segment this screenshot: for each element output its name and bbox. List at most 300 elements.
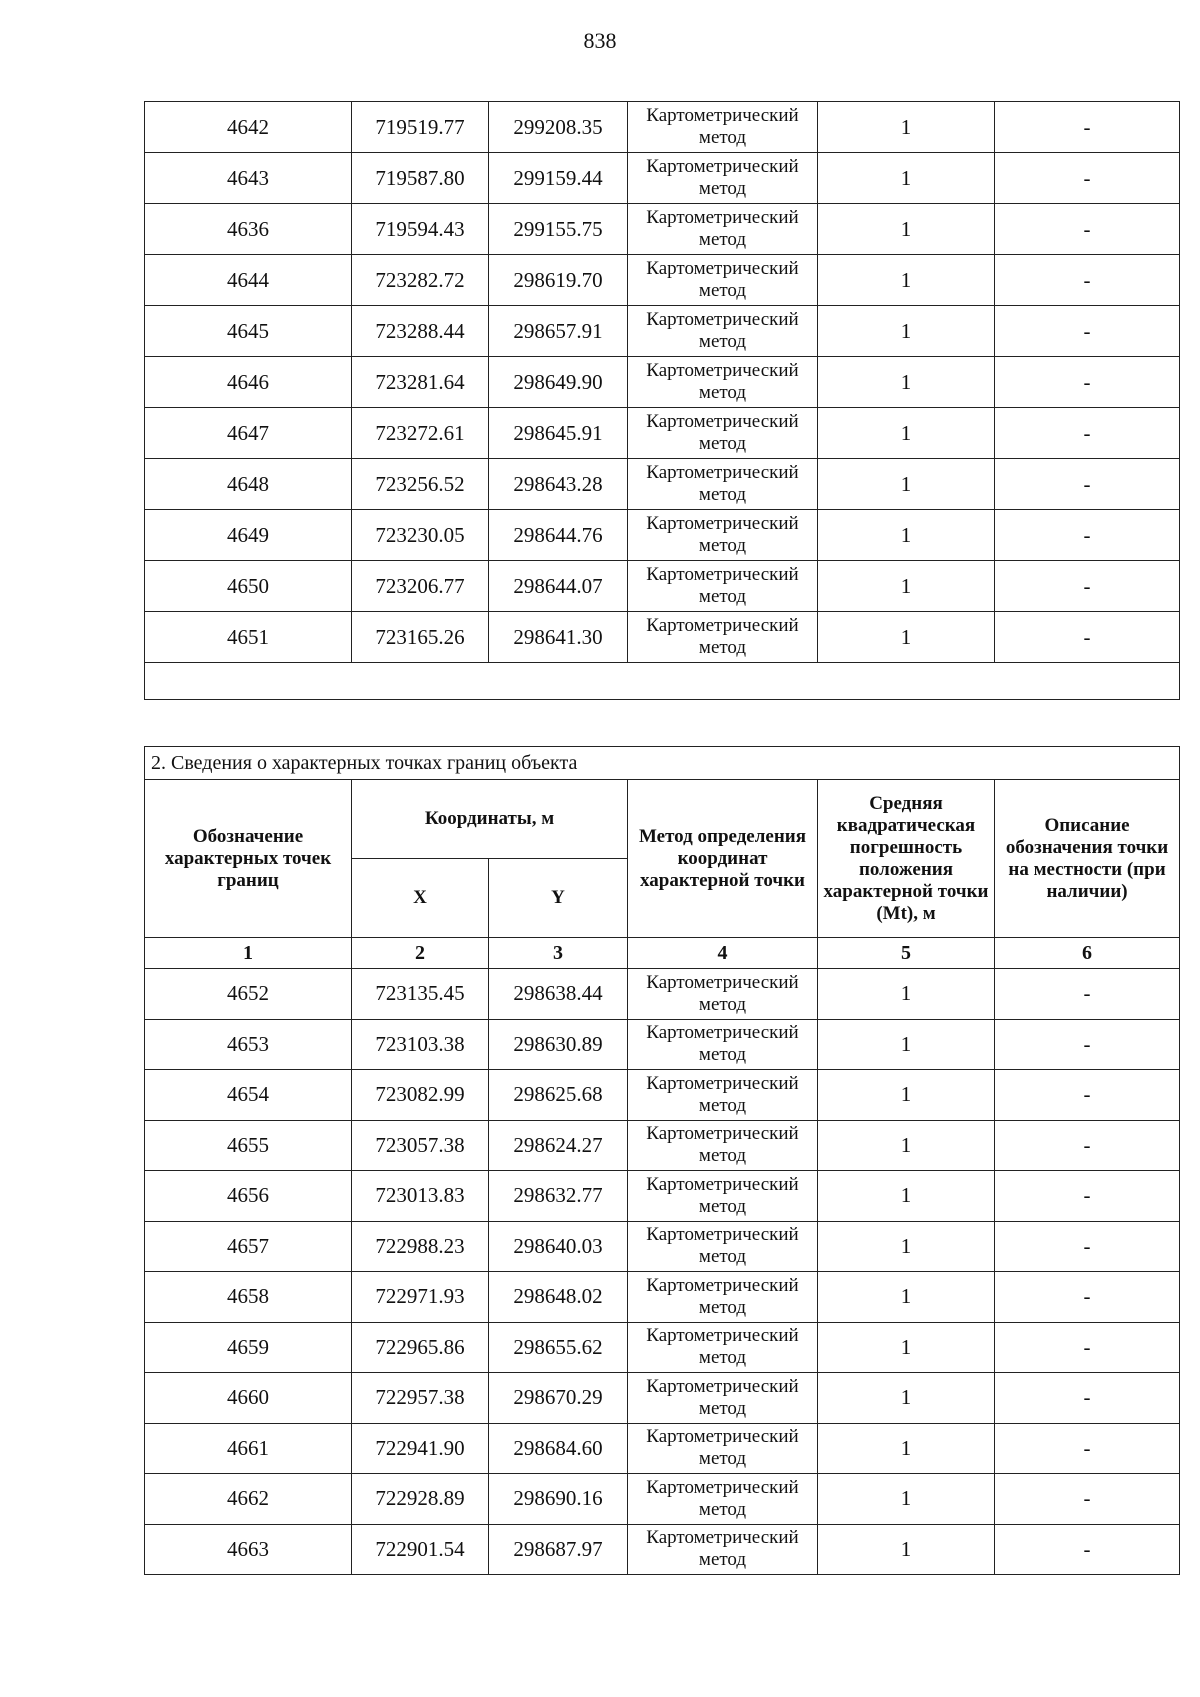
method-cell xyxy=(628,1322,818,1373)
mean-error-cell xyxy=(818,510,995,561)
table-row xyxy=(145,1120,1180,1171)
method-cell xyxy=(628,1272,818,1323)
mean-error-cell-text: 1 xyxy=(900,216,912,241)
description-cell xyxy=(995,1423,1180,1474)
mean-error-cell xyxy=(818,1373,995,1424)
method-cell-text: Картометрический xyxy=(646,1426,799,1448)
table-row xyxy=(145,510,1180,561)
y-coordinate-cell-text: 298670.29 xyxy=(513,1385,603,1410)
x-coordinate-cell xyxy=(352,204,489,255)
mean-error-cell-text: 1 xyxy=(900,624,912,649)
method-cell-text: метод xyxy=(698,993,747,1015)
description-cell-text: - xyxy=(1083,420,1091,445)
method-cell-text: Картометрический xyxy=(646,1224,799,1246)
x-coordinate-cell xyxy=(352,969,489,1020)
x-coordinate-cell xyxy=(352,255,489,306)
mean-error-cell-text: 1 xyxy=(900,1385,912,1410)
method-cell-text: Картометрический xyxy=(646,1476,799,1498)
description-cell xyxy=(995,153,1180,204)
method-cell xyxy=(628,1474,818,1525)
point-id-cell xyxy=(145,612,352,663)
table-row xyxy=(145,408,1180,459)
x-coordinate-cell xyxy=(352,153,489,204)
y-coordinate-cell xyxy=(489,255,628,306)
method-cell-text: метод xyxy=(698,1195,747,1217)
method-cell-text: Картометрический xyxy=(646,564,799,585)
y-coordinate-cell xyxy=(489,1171,628,1222)
x-coordinate-cell xyxy=(352,102,489,153)
method-cell-text: Картометрический xyxy=(646,462,799,483)
description-cell-text: - xyxy=(1083,216,1091,241)
description-cell-text: - xyxy=(1083,114,1091,139)
method-cell xyxy=(628,459,818,510)
point-id-cell xyxy=(145,1474,352,1525)
method-cell xyxy=(628,1373,818,1424)
point-id-cell-text: 4648 xyxy=(227,471,269,496)
description-cell-text: - xyxy=(1083,165,1091,190)
description-cell-text: - xyxy=(1083,471,1091,496)
x-coordinate-cell xyxy=(352,357,489,408)
description-cell xyxy=(995,1272,1180,1323)
mean-error-cell-text: 1 xyxy=(900,318,912,343)
method-cell-text: метод xyxy=(698,637,747,658)
method-cell-text: метод xyxy=(698,1296,747,1318)
method-cell-text: Картометрический xyxy=(646,1325,799,1347)
header-point-designation: Обозначение характерных точек границ xyxy=(145,780,352,938)
description-cell xyxy=(995,408,1180,459)
top-table-body xyxy=(145,102,1180,700)
table-row xyxy=(145,255,1180,306)
mean-error-cell xyxy=(818,306,995,357)
point-id-cell-text: 4649 xyxy=(227,522,269,547)
point-id-cell-text: 4636 xyxy=(227,216,269,241)
header-method: Метод определения координат характерной точки xyxy=(628,780,818,938)
mean-error-cell-text: 1 xyxy=(900,165,912,190)
mean-error-cell-text: 1 xyxy=(900,1082,912,1107)
description-cell xyxy=(995,969,1180,1020)
column-number: 6 xyxy=(995,938,1180,969)
point-id-cell-text: 4654 xyxy=(227,1082,269,1107)
x-coordinate-cell xyxy=(352,1070,489,1121)
point-id-cell xyxy=(145,1171,352,1222)
table-row xyxy=(145,1070,1180,1121)
mean-error-cell xyxy=(818,1221,995,1272)
y-coordinate-cell xyxy=(489,1524,628,1575)
mean-error-cell xyxy=(818,1322,995,1373)
y-coordinate-cell-text: 298643.28 xyxy=(513,471,603,496)
mean-error-cell xyxy=(818,1070,995,1121)
method-cell-text: Картометрический xyxy=(646,411,799,432)
method-cell xyxy=(628,1019,818,1070)
table-row xyxy=(145,1019,1180,1070)
point-id-cell xyxy=(145,510,352,561)
point-id-cell xyxy=(145,408,352,459)
x-coordinate-cell-text: 722971.93 xyxy=(375,1284,465,1309)
method-cell-text: метод xyxy=(698,1498,747,1520)
x-coordinate-cell xyxy=(352,510,489,561)
x-coordinate-cell-text: 722901.54 xyxy=(375,1536,465,1561)
description-cell-text: - xyxy=(1083,573,1091,598)
method-cell-text: Картометрический xyxy=(646,105,799,126)
y-coordinate-cell-text: 298690.16 xyxy=(513,1486,603,1511)
method-cell xyxy=(628,561,818,612)
x-coordinate-cell-text: 723206.77 xyxy=(375,573,465,598)
point-id-cell xyxy=(145,1423,352,1474)
method-cell-text: Картометрический xyxy=(646,156,799,177)
empty-cell xyxy=(145,663,1180,700)
description-cell xyxy=(995,306,1180,357)
mean-error-cell-text: 1 xyxy=(900,1233,912,1258)
y-coordinate-cell xyxy=(489,1373,628,1424)
table-row xyxy=(145,561,1180,612)
method-cell xyxy=(628,102,818,153)
mean-error-cell xyxy=(818,969,995,1020)
point-id-cell xyxy=(145,1524,352,1575)
method-cell-text: Картометрический xyxy=(646,971,799,993)
point-id-cell xyxy=(145,102,352,153)
description-cell xyxy=(995,510,1180,561)
mean-error-cell xyxy=(818,561,995,612)
table-caption: 2. Сведения о характерных точках границ объекта xyxy=(145,747,1180,780)
mean-error-cell xyxy=(818,204,995,255)
method-cell-text: метод xyxy=(698,382,747,403)
description-cell-text: - xyxy=(1083,624,1091,649)
y-coordinate-cell-text: 298644.07 xyxy=(513,573,603,598)
y-coordinate-cell-text: 298625.68 xyxy=(513,1082,603,1107)
method-cell xyxy=(628,153,818,204)
x-coordinate-cell xyxy=(352,408,489,459)
method-cell-text: метод xyxy=(698,535,747,556)
method-cell-text: Картометрический xyxy=(646,1173,799,1195)
y-coordinate-cell-text: 298655.62 xyxy=(513,1334,603,1359)
description-cell xyxy=(995,1373,1180,1424)
bottom-table-body xyxy=(145,969,1180,1575)
mean-error-cell xyxy=(818,102,995,153)
x-coordinate-cell xyxy=(352,1171,489,1222)
mean-error-cell xyxy=(818,459,995,510)
y-coordinate-cell-text: 299159.44 xyxy=(513,165,603,190)
method-cell-text: метод xyxy=(698,1397,747,1419)
description-cell-text: - xyxy=(1083,267,1091,292)
column-number: 2 xyxy=(352,938,489,969)
method-cell xyxy=(628,408,818,459)
description-cell xyxy=(995,1221,1180,1272)
y-coordinate-cell-text: 298630.89 xyxy=(513,1031,603,1056)
table-row xyxy=(145,969,1180,1020)
point-id-cell-text: 4645 xyxy=(227,318,269,343)
column-number: 5 xyxy=(818,938,995,969)
description-cell-text: - xyxy=(1083,1486,1091,1511)
method-cell-text: Картометрический xyxy=(646,1072,799,1094)
column-number: 3 xyxy=(489,938,628,969)
table-row xyxy=(145,153,1180,204)
x-coordinate-cell-text: 722941.90 xyxy=(375,1435,465,1460)
method-cell-text: Картометрический xyxy=(646,513,799,534)
mean-error-cell-text: 1 xyxy=(900,114,912,139)
table-row xyxy=(145,1474,1180,1525)
mean-error-cell xyxy=(818,255,995,306)
point-id-cell-text: 4652 xyxy=(227,981,269,1006)
description-cell-text: - xyxy=(1083,369,1091,394)
method-cell-text: метод xyxy=(698,331,747,352)
column-number: 1 xyxy=(145,938,352,969)
point-id-cell xyxy=(145,1070,352,1121)
description-cell-text: - xyxy=(1083,318,1091,343)
description-cell-text: - xyxy=(1083,1284,1091,1309)
point-id-cell-text: 4651 xyxy=(227,624,269,649)
x-coordinate-cell xyxy=(352,459,489,510)
y-coordinate-cell xyxy=(489,1272,628,1323)
column-number: 4 xyxy=(628,938,818,969)
x-coordinate-cell-text: 723230.05 xyxy=(375,522,465,547)
page-number: 838 xyxy=(583,28,617,53)
point-id-cell xyxy=(145,459,352,510)
y-coordinate-cell xyxy=(489,969,628,1020)
x-coordinate-cell-text: 722928.89 xyxy=(375,1486,465,1511)
point-id-cell xyxy=(145,1221,352,1272)
mean-error-cell-text: 1 xyxy=(900,1334,912,1359)
mean-error-cell xyxy=(818,1272,995,1323)
coordinates-table-continued xyxy=(144,101,1180,700)
header-y: Y xyxy=(489,859,628,938)
point-id-cell-text: 4661 xyxy=(227,1435,269,1460)
mean-error-cell-text: 1 xyxy=(900,1536,912,1561)
header-coordinates: Координаты, м xyxy=(352,780,628,859)
description-cell xyxy=(995,459,1180,510)
table-row xyxy=(145,1524,1180,1575)
description-cell xyxy=(995,1474,1180,1525)
mean-error-cell xyxy=(818,1423,995,1474)
y-coordinate-cell xyxy=(489,102,628,153)
x-coordinate-cell-text: 723057.38 xyxy=(375,1132,465,1157)
table-row xyxy=(145,102,1180,153)
point-id-cell-text: 4646 xyxy=(227,369,269,394)
y-coordinate-cell xyxy=(489,408,628,459)
method-cell-text: Картометрический xyxy=(646,615,799,636)
mean-error-cell-text: 1 xyxy=(900,369,912,394)
mean-error-cell-text: 1 xyxy=(900,1284,912,1309)
method-cell xyxy=(628,1221,818,1272)
point-id-cell-text: 4662 xyxy=(227,1486,269,1511)
y-coordinate-cell xyxy=(489,459,628,510)
description-cell xyxy=(995,1019,1180,1070)
mean-error-cell-text: 1 xyxy=(900,471,912,496)
y-coordinate-cell xyxy=(489,1423,628,1474)
x-coordinate-cell xyxy=(352,612,489,663)
method-cell xyxy=(628,255,818,306)
x-coordinate-cell xyxy=(352,561,489,612)
point-id-cell xyxy=(145,1322,352,1373)
mean-error-cell xyxy=(818,153,995,204)
point-id-cell-text: 4650 xyxy=(227,573,269,598)
point-id-cell-text: 4655 xyxy=(227,1132,269,1157)
description-cell-text: - xyxy=(1083,1082,1091,1107)
x-coordinate-cell-text: 723281.64 xyxy=(375,369,465,394)
description-cell xyxy=(995,1070,1180,1121)
point-id-cell-text: 4642 xyxy=(227,114,269,139)
y-coordinate-cell xyxy=(489,153,628,204)
y-coordinate-cell-text: 298648.02 xyxy=(513,1284,603,1309)
y-coordinate-cell xyxy=(489,612,628,663)
method-cell xyxy=(628,969,818,1020)
mean-error-cell-text: 1 xyxy=(900,1435,912,1460)
mean-error-cell-text: 1 xyxy=(900,1031,912,1056)
method-cell-text: метод xyxy=(698,1347,747,1369)
y-coordinate-cell-text: 298687.97 xyxy=(513,1536,603,1561)
point-id-cell-text: 4660 xyxy=(227,1385,269,1410)
method-cell xyxy=(628,510,818,561)
method-cell xyxy=(628,612,818,663)
method-cell xyxy=(628,1120,818,1171)
method-cell-text: метод xyxy=(698,1448,747,1470)
y-coordinate-cell-text: 298619.70 xyxy=(513,267,603,292)
description-cell-text: - xyxy=(1083,1385,1091,1410)
x-coordinate-cell-text: 723256.52 xyxy=(375,471,465,496)
y-coordinate-cell-text: 298624.27 xyxy=(513,1132,603,1157)
method-cell-text: метод xyxy=(698,484,747,505)
table-row xyxy=(145,1171,1180,1222)
point-id-cell-text: 4659 xyxy=(227,1334,269,1359)
y-coordinate-cell xyxy=(489,1019,628,1070)
point-id-cell-text: 4657 xyxy=(227,1233,269,1258)
y-coordinate-cell-text: 298657.91 xyxy=(513,318,603,343)
mean-error-cell-text: 1 xyxy=(900,522,912,547)
method-cell-text: метод xyxy=(698,586,747,607)
table-row xyxy=(145,459,1180,510)
method-cell-text: метод xyxy=(698,1094,747,1116)
method-cell-text: метод xyxy=(698,178,747,199)
method-cell xyxy=(628,357,818,408)
point-id-cell-text: 4656 xyxy=(227,1183,269,1208)
x-coordinate-cell-text: 723165.26 xyxy=(375,624,465,649)
point-id-cell-text: 4663 xyxy=(227,1536,269,1561)
table-row xyxy=(145,1322,1180,1373)
y-coordinate-cell xyxy=(489,1070,628,1121)
x-coordinate-cell-text: 723272.61 xyxy=(375,420,465,445)
mean-error-cell xyxy=(818,357,995,408)
mean-error-cell xyxy=(818,1120,995,1171)
y-coordinate-cell xyxy=(489,1474,628,1525)
header-mean-error: Средняя квадратическая погрешность положения характерной точки (Mt), м xyxy=(818,780,995,938)
method-cell-text: метод xyxy=(698,1044,747,1066)
method-cell-text: Картометрический xyxy=(646,360,799,381)
description-cell xyxy=(995,204,1180,255)
description-cell xyxy=(995,1171,1180,1222)
y-coordinate-cell xyxy=(489,204,628,255)
point-id-cell xyxy=(145,153,352,204)
mean-error-cell xyxy=(818,1171,995,1222)
method-cell-text: Картометрический xyxy=(646,1375,799,1397)
method-cell xyxy=(628,1423,818,1474)
y-coordinate-cell-text: 298632.77 xyxy=(513,1183,603,1208)
point-id-cell xyxy=(145,255,352,306)
mean-error-cell-text: 1 xyxy=(900,573,912,598)
method-cell-text: метод xyxy=(698,433,747,454)
x-coordinate-cell-text: 723282.72 xyxy=(375,267,465,292)
method-cell-text: метод xyxy=(698,127,747,148)
boundary-points-table xyxy=(144,746,1180,1575)
y-coordinate-cell xyxy=(489,357,628,408)
y-coordinate-cell xyxy=(489,510,628,561)
method-cell-text: метод xyxy=(698,1246,747,1268)
mean-error-cell-text: 1 xyxy=(900,1486,912,1511)
mean-error-cell-text: 1 xyxy=(900,267,912,292)
method-cell xyxy=(628,1070,818,1121)
x-coordinate-cell-text: 719587.80 xyxy=(375,165,465,190)
y-coordinate-cell-text: 298640.03 xyxy=(513,1233,603,1258)
method-cell-text: Картометрический xyxy=(646,309,799,330)
point-id-cell-text: 4653 xyxy=(227,1031,269,1056)
method-cell-text: Картометрический xyxy=(646,1022,799,1044)
method-cell-text: метод xyxy=(698,1549,747,1571)
table-row xyxy=(145,357,1180,408)
header-x: X xyxy=(352,859,489,938)
description-cell-text: - xyxy=(1083,1435,1091,1460)
mean-error-cell-text: 1 xyxy=(900,420,912,445)
x-coordinate-cell-text: 723082.99 xyxy=(375,1082,465,1107)
mean-error-cell-text: 1 xyxy=(900,1132,912,1157)
point-id-cell xyxy=(145,1120,352,1171)
description-cell xyxy=(995,357,1180,408)
y-coordinate-cell-text: 298638.44 xyxy=(513,981,603,1006)
description-cell-text: - xyxy=(1083,1132,1091,1157)
x-coordinate-cell xyxy=(352,306,489,357)
method-cell xyxy=(628,306,818,357)
x-coordinate-cell-text: 722988.23 xyxy=(375,1233,465,1258)
method-cell-text: метод xyxy=(698,280,747,301)
description-cell-text: - xyxy=(1083,1536,1091,1561)
x-coordinate-cell xyxy=(352,1120,489,1171)
method-cell-text: метод xyxy=(698,229,747,250)
empty-row xyxy=(145,663,1180,700)
x-coordinate-cell xyxy=(352,1474,489,1525)
description-cell xyxy=(995,561,1180,612)
y-coordinate-cell-text: 299208.35 xyxy=(513,114,603,139)
description-cell-text: - xyxy=(1083,1183,1091,1208)
x-coordinate-cell xyxy=(352,1524,489,1575)
x-coordinate-cell-text: 723288.44 xyxy=(375,318,465,343)
y-coordinate-cell xyxy=(489,306,628,357)
point-id-cell-text: 4643 xyxy=(227,165,269,190)
x-coordinate-cell xyxy=(352,1322,489,1373)
y-coordinate-cell xyxy=(489,1221,628,1272)
point-id-cell xyxy=(145,306,352,357)
mean-error-cell-text: 1 xyxy=(900,981,912,1006)
x-coordinate-cell xyxy=(352,1221,489,1272)
description-cell xyxy=(995,1120,1180,1171)
description-cell xyxy=(995,1322,1180,1373)
y-coordinate-cell-text: 298645.91 xyxy=(513,420,603,445)
table-row xyxy=(145,306,1180,357)
description-cell xyxy=(995,612,1180,663)
y-coordinate-cell-text: 298644.76 xyxy=(513,522,603,547)
table-row xyxy=(145,204,1180,255)
description-cell-text: - xyxy=(1083,981,1091,1006)
table-row xyxy=(145,1423,1180,1474)
y-coordinate-cell xyxy=(489,1120,628,1171)
table-row xyxy=(145,1373,1180,1424)
y-coordinate-cell-text: 298684.60 xyxy=(513,1435,603,1460)
y-coordinate-cell xyxy=(489,561,628,612)
method-cell-text: Картометрический xyxy=(646,1274,799,1296)
point-id-cell xyxy=(145,357,352,408)
x-coordinate-cell-text: 723103.38 xyxy=(375,1031,465,1056)
point-id-cell xyxy=(145,1373,352,1424)
y-coordinate-cell-text: 298641.30 xyxy=(513,624,603,649)
description-cell xyxy=(995,255,1180,306)
x-coordinate-cell-text: 719519.77 xyxy=(375,114,465,139)
description-cell xyxy=(995,102,1180,153)
